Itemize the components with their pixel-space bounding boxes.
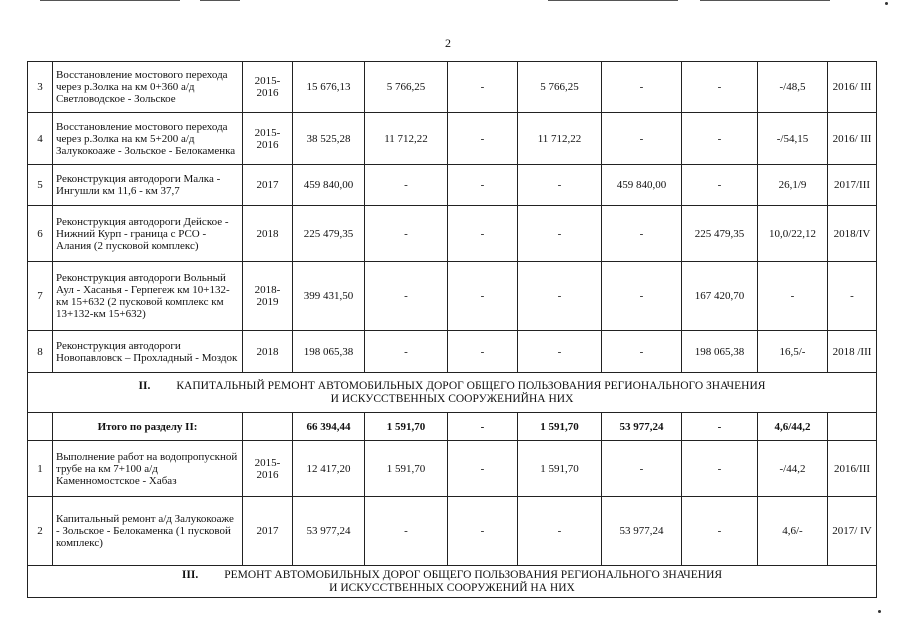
row-number: 1 [28,441,53,497]
value-cell-5: - [682,62,758,113]
years-cell: 2015-2016 [243,441,293,497]
years-cell: 2017 [243,165,293,206]
object-name-cell: Восстановление мостового перехода через р.Золка на км 5+200 а/д Залукокоаже - Зольское - Белокаменка [53,113,243,165]
total-capacity-cell: 4,6/44,2 [758,413,828,441]
value-cell-2: - [448,113,518,165]
row-number: 7 [28,262,53,331]
value-cell-5: - [682,441,758,497]
total-cost-cell: 15 676,13 [293,62,365,113]
value-cell-1: 5 766,25 [365,62,448,113]
completion-cell: 2017/III [828,165,877,206]
scan-dot [885,2,888,5]
value-cell-3: 1 591,70 [518,441,602,497]
total-label: Итого по разделу II: [53,413,243,441]
years-cell: 2018 [243,331,293,373]
table-row [28,262,877,331]
total-value-cell-5: - [682,413,758,441]
value-cell-4: - [602,206,682,262]
section-heading [28,566,877,598]
section-2-total-row [28,413,877,441]
total-cost-cell: 38 525,28 [293,113,365,165]
section-2-heading-row [28,373,877,413]
value-cell-4: 53 977,24 [602,497,682,566]
table-row [28,331,877,373]
total-value-cell-2: - [448,413,518,441]
scan-edge-mark [548,0,678,1]
section-roman-numeral: III. [181,568,199,581]
value-cell-3: 5 766,25 [518,62,602,113]
value-cell-5: - [682,113,758,165]
object-name-cell: Реконструкция автодороги Дейское - Нижний Курп - граница с РСО - Алания (2 пусковой комплекс) [53,206,243,262]
capacity-cell: -/44,2 [758,441,828,497]
value-cell-1: - [365,331,448,373]
value-cell-2: - [448,497,518,566]
value-cell-1: - [365,206,448,262]
value-cell-4: - [602,441,682,497]
value-cell-2: - [448,62,518,113]
table-body [28,62,877,598]
value-cell-3: - [518,206,602,262]
empty-cell [28,413,53,441]
value-cell-5: - [682,165,758,206]
value-cell-4: - [602,62,682,113]
capacity-cell: - [758,262,828,331]
total-value-cell-4: 53 977,24 [602,413,682,441]
years-cell: 2015-2016 [243,113,293,165]
section-title-line-2: И ИСКУССТВЕННЫХ СООРУЖЕНИЙ НА НИХ [329,581,575,594]
completion-cell: 2016/III [828,441,877,497]
years-cell: 2015-2016 [243,62,293,113]
years-cell: 2018 [243,206,293,262]
value-cell-3: - [518,497,602,566]
capacity-cell: 16,5/- [758,331,828,373]
row-number: 2 [28,497,53,566]
row-number: 8 [28,331,53,373]
capacity-cell: 4,6/- [758,497,828,566]
total-cost-cell: 12 417,20 [293,441,365,497]
total-cost-cell: 53 977,24 [293,497,365,566]
funding-table [27,61,877,598]
value-cell-2: - [448,441,518,497]
value-cell-5: - [682,497,758,566]
value-cell-4: - [602,262,682,331]
completion-cell: 2018/IV [828,206,877,262]
completion-cell: 2016/ III [828,62,877,113]
value-cell-1: - [365,262,448,331]
object-name-cell: Реконструкция автодороги Малка - Ингушли км 11,6 - км 37,7 [53,165,243,206]
table-row [28,62,877,113]
value-cell-4: 459 840,00 [602,165,682,206]
value-cell-1: 1 591,70 [365,441,448,497]
total-cost-cell: 198 065,38 [293,331,365,373]
total-cost-cell: 225 479,35 [293,206,365,262]
value-cell-2: - [448,331,518,373]
table-row [28,206,877,262]
value-cell-5: 198 065,38 [682,331,758,373]
value-cell-1: - [365,497,448,566]
scan-edge-mark [200,0,240,1]
value-cell-3: 11 712,22 [518,113,602,165]
completion-cell: 2016/ III [828,113,877,165]
value-cell-4: - [602,113,682,165]
value-cell-2: - [448,262,518,331]
value-cell-4: - [602,331,682,373]
table-row [28,165,877,206]
scan-edge-mark [40,0,180,1]
completion-cell: 2018 /III [828,331,877,373]
capacity-cell: 10,0/22,12 [758,206,828,262]
total-total-cost-cell: 66 394,44 [293,413,365,441]
object-name-cell: Восстановление мостового перехода через р.Золка на км 0+360 а/д Светловодское - Зольское [53,62,243,113]
total-cost-cell: 459 840,00 [293,165,365,206]
value-cell-3: - [518,165,602,206]
value-cell-2: - [448,206,518,262]
total-value-cell-3: 1 591,70 [518,413,602,441]
completion-cell: 2017/ IV [828,497,877,566]
table-row [28,441,877,497]
section-3-heading-row [28,566,877,598]
section-roman-numeral: II. [138,379,151,392]
years-cell: 2017 [243,497,293,566]
section-title-line-2: И ИСКУССТВЕННЫХ СООРУЖЕНИЙНА НИХ [330,392,574,405]
completion-cell: - [828,262,877,331]
page-number: 2 [445,36,451,50]
value-cell-3: - [518,331,602,373]
table-row [28,497,877,566]
value-cell-1: - [365,165,448,206]
value-cell-2: - [448,165,518,206]
scan-edge-mark [700,0,830,1]
capacity-cell: -/48,5 [758,62,828,113]
total-value-cell-1: 1 591,70 [365,413,448,441]
row-number: 3 [28,62,53,113]
table-row [28,113,877,165]
total-years-cell [243,413,293,441]
row-number: 5 [28,165,53,206]
row-number: 6 [28,206,53,262]
object-name-cell: Реконструкция автодороги Новопавловск – Прохладный - Моздок [53,331,243,373]
years-cell: 2018-2019 [243,262,293,331]
section-heading [28,373,877,413]
section-title-line-1: РЕМОНТ АВТОМОБИЛЬНЫХ ДОРОГ ОБЩЕГО ПОЛЬЗОВАНИЯ РЕГИОНАЛЬНОГО ЗНАЧЕНИЯ [224,568,723,581]
object-name-cell: Выполнение работ на водопропускной трубе на км 7+100 а/д Каменномостское - Хабаз [53,441,243,497]
value-cell-5: 225 479,35 [682,206,758,262]
value-cell-1: 11 712,22 [365,113,448,165]
value-cell-3: - [518,262,602,331]
total-cost-cell: 399 431,50 [293,262,365,331]
total-completion-cell [828,413,877,441]
object-name-cell: Капитальный ремонт а/д Залукокоаже - Зольское - Белокаменка (1 пусковой комплекс) [53,497,243,566]
capacity-cell: 26,1/9 [758,165,828,206]
value-cell-5: 167 420,70 [682,262,758,331]
row-number: 4 [28,113,53,165]
object-name-cell: Реконструкция автодороги Вольный Аул - Хасанья - Герпегеж км 10+132- км 15+632 (2 пусковой комплекс км 13+132-км 15+632) [53,262,243,331]
capacity-cell: -/54,15 [758,113,828,165]
scan-dot [878,610,881,613]
section-title-line-1: КАПИТАЛЬНЫЙ РЕМОНТ АВТОМОБИЛЬНЫХ ДОРОГ ОБЩЕГО ПОЛЬЗОВАНИЯ РЕГИОНАЛЬНОГО ЗНАЧЕНИЯ [176,379,766,392]
